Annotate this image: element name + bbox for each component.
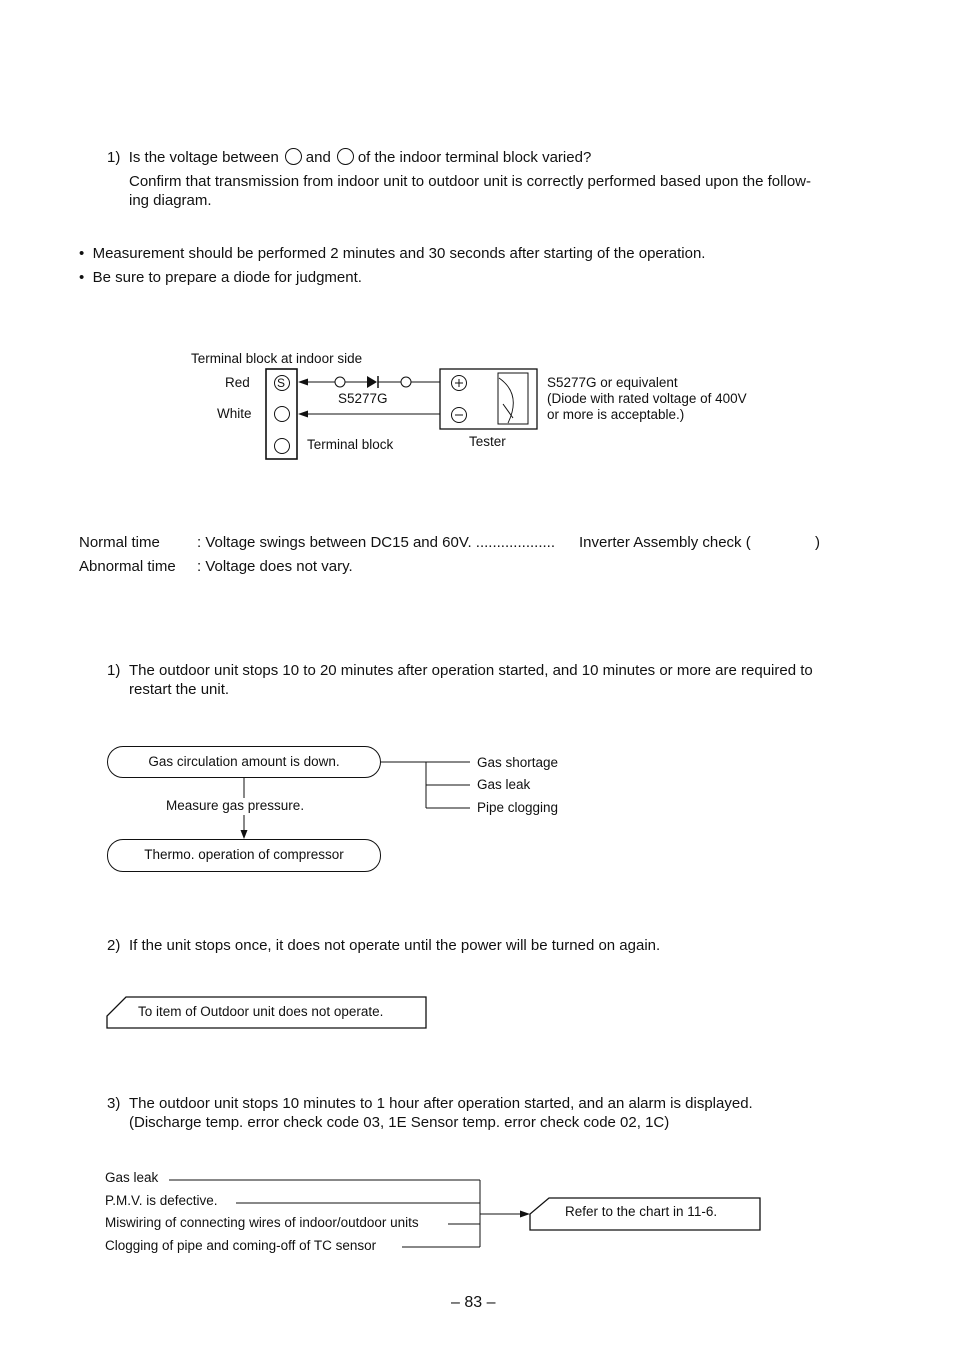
question-text-a: Is the voltage between (128, 149, 279, 166)
terminal-s-label: S (277, 376, 286, 390)
normal-time-close: ) (815, 534, 820, 551)
bullet-item: • Measurement should be performed 2 minutes and 30 seconds after starting of the operation. (79, 245, 706, 262)
question-text-b: and (305, 149, 331, 166)
cause-pmv-defective: P.M.V. is defective. (105, 1193, 218, 1208)
thermo-operation-box: Thermo. operation of compressor (107, 839, 381, 872)
item-1-line-1: The outdoor unit stops 10 to 20 minutes after operation started, and 10 minutes or more are required to (129, 662, 813, 679)
question-number: 1) (107, 149, 121, 166)
branch-gas-shortage: Gas shortage (477, 755, 559, 770)
diode-label: S5277G (338, 391, 388, 406)
item-3-line-2: (Discharge temp. error check code 03, 1E Sensor temp. error check code 02, 1C) (129, 1114, 670, 1131)
question-text-c: of the indoor terminal block varied? (357, 149, 592, 166)
normal-time-text: : Voltage swings between DC15 and 60V. ................... (197, 534, 555, 551)
cause-gas-leak: Gas leak (105, 1170, 159, 1185)
normal-time-label: Normal time (79, 534, 160, 551)
item-2-number: 2) (107, 937, 121, 954)
question-detail-line-1: Confirm that transmission from indoor unit to outdoor unit is correctly performed based upon the follow- (129, 173, 811, 190)
tester-label: Tester (469, 434, 506, 449)
page-number: – 83 – (451, 1294, 496, 1311)
outdoor-unit-reference-box: To item of Outdoor unit does not operate. (138, 1004, 384, 1019)
item-2-text: If the unit stops once, it does not operate until the power will be turned on again. (129, 937, 661, 954)
red-label: Red (225, 375, 250, 390)
gas-circulation-box: Gas circulation amount is down. (107, 746, 381, 778)
arrow-right-icon (520, 1211, 530, 1218)
cause-miswiring: Miswiring of connecting wires of indoor/outdoor units (105, 1215, 419, 1230)
item-3-line-1: The outdoor unit stops 10 minutes to 1 hour after operation started, and an alarm is displayed. (129, 1095, 753, 1112)
item-1-number: 1) (107, 662, 121, 679)
question-detail-line-2: ing diagram. (129, 192, 212, 209)
cause-pipe-clogging: Clogging of pipe and coming-off of TC sensor (105, 1238, 377, 1253)
abnormal-time-text: : Voltage does not vary. (197, 558, 353, 575)
white-label: White (217, 406, 252, 421)
terminal-block-label: Terminal block (307, 437, 394, 452)
branch-gas-leak: Gas leak (477, 777, 531, 792)
item-3-number: 3) (107, 1095, 121, 1112)
measure-gas-label: Measure gas pressure. (166, 798, 305, 813)
refer-chart-box: Refer to the chart in 11-6. (565, 1204, 718, 1219)
branch-pipe-clogging: Pipe clogging (477, 800, 559, 815)
item-1-line-2: restart the unit. (129, 681, 230, 698)
diode-note-3: or more is acceptable.) (547, 407, 685, 422)
abnormal-time-label: Abnormal time (79, 558, 176, 575)
normal-time-action: Inverter Assembly check ( (579, 534, 751, 551)
terminal-block-title: Terminal block at indoor side (191, 351, 363, 366)
diode-note-2: (Diode with rated voltage of 400V (547, 391, 747, 406)
bullet-item: • Be sure to prepare a diode for judgment. (79, 269, 362, 286)
diode-note-1: S5277G or equivalent (547, 375, 678, 390)
